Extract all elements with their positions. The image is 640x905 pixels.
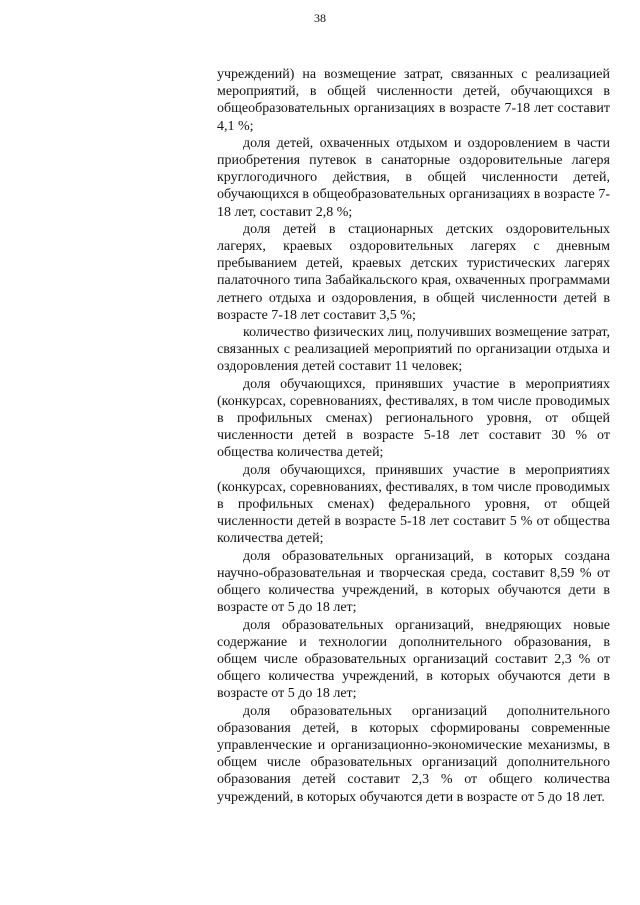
paragraph-4: количество физических лиц, получивших возмещение затрат, связанных с реализацией мероприятий по организации отдыха и оздоровления детей составит 11 человек; xyxy=(217,325,610,375)
paragraph-3: доля детей в стационарных детских оздоровительных лагерях, краевых оздоровительных лагерях с дневным пребыванием детей, краевых детских туристических лагерях палаточного типа Забайкальского края, охваченных программами летнего отдыха и оздоровления, в общей численности детей в возрасте 7-18 лет составит 3,5 %; xyxy=(217,221,610,323)
document-body xyxy=(217,66,610,806)
paragraph-2: доля детей, охваченных отдыхом и оздоровлением в части приобретения путевок в санаторные оздоровительные лагеря круглогодичного действия, в общей численности детей, обучающихся в общеобразовательных организациях в возрасте 7-18 лет, составит 2,8 %; xyxy=(217,135,610,220)
paragraph-5: доля обучающихся, принявших участие в мероприятиях (конкурсах, соревнованиях, фестивалях, в том числе проводимых в профильных сменах) регионального уровня, от общей численности детей в возрасте 5-18 лет составит 30 % от общества количества детей; xyxy=(217,376,610,461)
paragraph-7: доля образовательных организаций, в которых создана научно-образовательная и творческая среда, составит 8,59 % от общего количества учреждений, в которых обучаются дети в возрасте от 5 до 18 лет; xyxy=(217,548,610,616)
paragraph-8: доля образовательных организаций, внедряющих новые содержание и технологии дополнительного образования, в общем числе образовательных организаций составит 2,3 % от общего количества учреждений, в которых обучаются дети в возрасте от 5 до 18 лет; xyxy=(217,617,610,702)
page-number: 38 xyxy=(314,11,326,25)
paragraph-6: доля обучающихся, принявших участие в мероприятиях (конкурсах, соревнованиях, фестивалях, в том числе проводимых в профильных сменах) федерального уровня, от общей численности детей в возрасте 5-18 лет составит 5 % от общества количества детей; xyxy=(217,462,610,547)
paragraph-9: доля образовательных организаций дополнительного образования детей, в которых сформированы современные управленческие и организационно-экономические механизмы, в общем числе образовательных организаций дополнительного образования детей составит 2,3 % от общего количества учреждений, в которых обучаются дети в возрасте от 5 до 18 лет. xyxy=(217,703,610,805)
paragraph-1: учреждений) на возмещение затрат, связанных с реализацией мероприятий, в общей численности детей, обучающихся в общеобразовательных организациях в возрасте 7-18 лет составит 4,1 %; xyxy=(217,67,610,134)
